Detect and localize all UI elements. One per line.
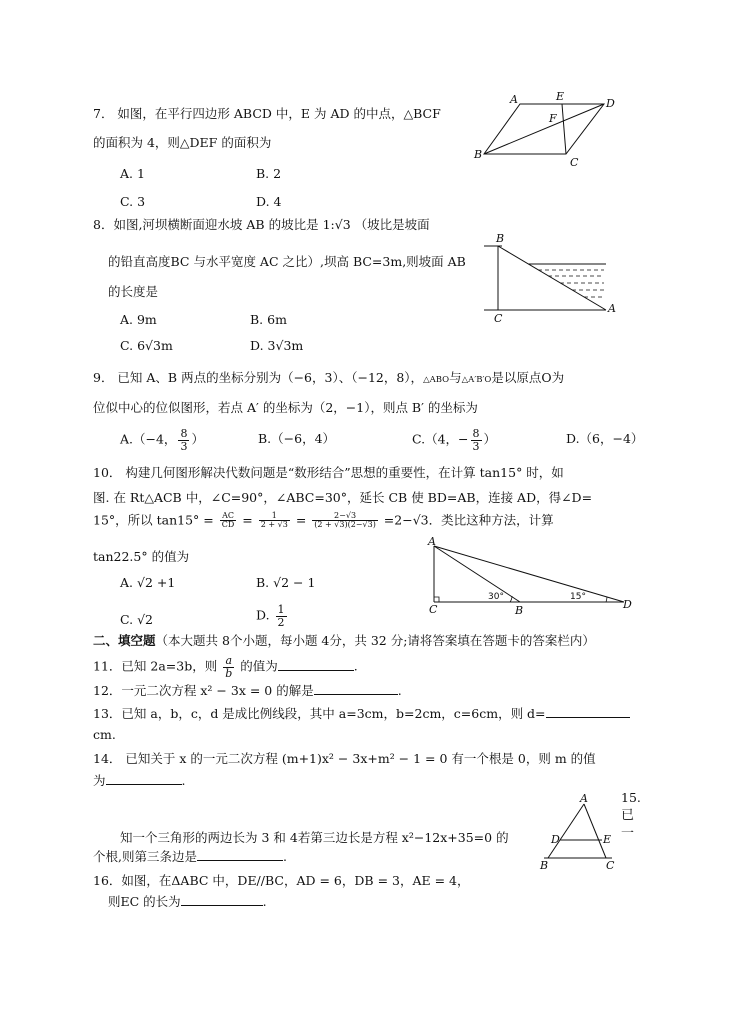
q11-end: . <box>353 658 358 674</box>
q9-option-a-post: ） <box>191 431 204 447</box>
q9-option-b: B.（−6，4） <box>258 431 336 446</box>
q16-line2-text: 则EC 的长为 <box>108 894 181 909</box>
q14-answer-blank[interactable] <box>106 783 182 785</box>
q12-answer-blank[interactable] <box>314 693 398 695</box>
q8-stem-line1 <box>93 217 430 232</box>
q8-ratio: 1: <box>322 217 335 232</box>
q7-label-e: E <box>556 90 565 103</box>
q7-label-c: C <box>570 156 579 168</box>
q9-option-c-pre: C.（4，− <box>412 431 469 447</box>
q9-option-c-fraction <box>471 428 482 452</box>
q8-option-c-value: 6√3m <box>137 338 173 353</box>
q10-option-d-letter: D. <box>256 607 270 623</box>
q10-f1-num: AC <box>220 512 237 521</box>
q11-pre: 11．已知 2a=3b，则 <box>93 658 218 674</box>
q12-line <box>93 683 402 698</box>
q7-label-d: D <box>606 97 615 110</box>
q8-option-b: B. 6m <box>250 312 287 327</box>
q16-line2 <box>108 894 267 909</box>
q14-line2 <box>93 773 186 788</box>
q10-eq-2: = <box>295 512 307 528</box>
q10-line3-pre: 15°，所以 tan15° = <box>93 512 214 528</box>
q10-option-d <box>256 604 289 628</box>
q15-label-c: C <box>606 859 615 872</box>
q8-option-c <box>120 338 173 353</box>
q9-triangle-abo: △ABO <box>423 375 450 385</box>
q10-fraction-3 <box>312 512 378 530</box>
q8-label-c: C <box>494 312 503 324</box>
q12-end: . <box>397 683 402 698</box>
q9-option-a-num: 8 <box>180 427 188 440</box>
q12-pre: 12．一元二次方程 x² − 3x = 0 的解是 <box>93 683 314 698</box>
q8-dam-figure <box>480 228 620 324</box>
q7-label-b: B <box>474 148 483 161</box>
q16-end: . <box>262 894 267 909</box>
q8-option-c-letter: C. <box>120 338 134 353</box>
q9-option-c-den: 3 <box>472 439 480 453</box>
q15-label-b: B <box>540 859 549 872</box>
q15-line2 <box>93 849 287 864</box>
q11-post: 的值为 <box>240 658 278 674</box>
q15-answer-blank[interactable] <box>197 859 283 861</box>
q9-option-a-den: 3 <box>180 439 188 453</box>
q15-line1: 知一个三角形的两边长为 3 和 4若第三边长是方程 x²−12x+35=0 的 <box>120 830 509 845</box>
q15-line2-text: 个根,则第三条边是 <box>93 849 197 864</box>
q8-sqrt3: √3 <box>334 217 351 232</box>
q15-label-d: D <box>551 833 560 846</box>
q10-stem-line2: 图. 在 Rt△ACB 中，∠C=90°，∠ABC=30°，延长 CB 使 BD=AB，连接 AD，得∠D= <box>93 490 593 505</box>
q10-option-a: A. √2 +1 <box>120 575 176 590</box>
q11-fraction <box>223 655 234 679</box>
q8-option-d-letter: D. <box>250 338 264 353</box>
q9-option-a-fraction <box>178 428 189 452</box>
q15-number: 15. <box>621 790 641 805</box>
section2-heading <box>93 633 595 648</box>
section2-title: 二、填空题 <box>93 633 156 648</box>
q7-option-d: D. 4 <box>256 194 282 209</box>
q13-line2: cm. <box>93 727 116 742</box>
q9-option-a-pre: A.（−4， <box>120 431 177 447</box>
q9-option-c-post: ） <box>483 431 497 447</box>
q10-line3-post: =2−√3．类比这种方法，计算 <box>383 512 554 528</box>
q13-answer-blank[interactable] <box>546 716 630 718</box>
q8-stem-line2: 的铅直高度BC 与水平宽度 AC 之比）,坝高 BC=3m,则坡面 AB <box>108 254 466 269</box>
q10-label-b: B <box>515 604 524 616</box>
q7-option-c: C. 3 <box>120 194 146 209</box>
q10-fraction-2 <box>259 512 290 530</box>
q15-end: . <box>282 849 287 864</box>
q15-side-char-2: 一 <box>621 826 635 841</box>
q15-label-a: A <box>580 792 588 805</box>
q10-option-d-num: 1 <box>277 603 285 616</box>
q10-fraction-ac-cd <box>220 512 237 530</box>
q7-option-b: B. 2 <box>256 166 282 181</box>
q14-line1: 14． 已知关于 x 的一元二次方程 (m+1)x² − 3x+m² − 1 = 0 有一个根是 0，则 m 的值 <box>93 751 596 766</box>
q14-end: . <box>181 773 186 788</box>
q8-option-d <box>250 338 303 353</box>
q9-stem-pre: 9． 已知 A、B 两点的坐标分别为（−6，3）、（−12，8）， <box>93 370 424 385</box>
q11-line <box>93 655 358 679</box>
q10-option-b: B. √2 − 1 <box>256 575 316 590</box>
q10-option-d-den: 2 <box>277 615 285 629</box>
q9-stem-line2: 位似中心的位似图形，若点 A′ 的坐标为（2，−1），则点 B′ 的坐标为 <box>93 400 478 415</box>
q11-den: b <box>225 666 233 680</box>
q8-option-d-value: 3√3m <box>267 338 304 353</box>
q11-answer-blank[interactable] <box>278 669 354 671</box>
q15-triangle-figure <box>534 792 624 872</box>
q8-label-a: A <box>608 302 616 315</box>
q8-stem-line3: 的长度是 <box>108 284 159 299</box>
q9-option-c-num: 8 <box>472 427 480 440</box>
q10-f3-num: 2−√3 <box>312 512 378 521</box>
q7-stem-line1: 7． 如图，在平行四边形 ABCD 中，E 为 AD 的中点，△BCF <box>93 106 441 121</box>
q13-text: 13．已知 a，b，c，d 是成比例线段，其中 a=3cm，b=2cm，c=6cm，则 d= <box>93 706 546 721</box>
q16-line1: 16．如图，在ΔABC 中，DE//BC，AD = 6，DB = 3，AE = 4， <box>93 873 470 888</box>
q15-side-char-1: 已 <box>621 808 635 823</box>
q10-label-d: D <box>623 598 632 611</box>
q10-f1-den: CD <box>221 520 235 530</box>
q9-option-c <box>412 428 496 452</box>
q8-stem-pre: 8．如图,河坝横断面迎水坡 AB 的坡比是 <box>93 217 319 232</box>
section2-desc: （本大题共 8个小题，每小题 4分，共 32 分;请将答案填在答题卡的答案栏内） <box>155 633 595 648</box>
q10-angle-30: 30° <box>488 592 504 602</box>
q10-option-d-fraction <box>276 604 287 628</box>
q10-option-c: C. √2 <box>120 612 153 627</box>
q9-triangle-abo-prime: △A′B′O <box>461 375 492 385</box>
q7-label-a: A <box>510 93 518 106</box>
q9-and: 与 <box>449 370 462 385</box>
q13-line1 <box>93 706 630 721</box>
q10-f2-den: 2 + √3 <box>260 520 288 530</box>
q10-f3-den: (2 + √3)(2−√3) <box>314 520 376 530</box>
q7-option-a: A. 1 <box>120 166 145 181</box>
q10-label-a: A <box>428 536 436 548</box>
q8-stem-post: （坡比是坡面 <box>354 217 430 232</box>
q10-stem-line3 <box>93 512 554 530</box>
q7-stem-line2: 的面积为 4，则△DEF 的面积为 <box>93 135 272 150</box>
q10-stem-line4: tan22.5° 的值为 <box>93 549 190 564</box>
q10-angle-15: 15° <box>570 592 586 602</box>
q7-parallelogram-figure <box>470 88 620 168</box>
q10-label-c: C <box>429 603 438 616</box>
q11-num: a <box>223 655 234 668</box>
q10-eq-1: = <box>242 512 253 528</box>
q10-triangle-figure <box>424 536 638 616</box>
q9-option-a <box>120 428 204 452</box>
q10-f2-num: 1 <box>259 512 290 521</box>
q9-stem-line1 <box>93 370 564 385</box>
q16-answer-blank[interactable] <box>181 904 263 906</box>
q9-option-d: D.（6，−4） <box>566 431 644 446</box>
q10-stem-line1: 10． 构建几何图形解决代数问题是“数形结合”思想的重要性，在计算 tan15° 时，如 <box>93 465 564 480</box>
q15-label-e: E <box>603 833 612 846</box>
q9-stem-post: 是以原点O为 <box>491 370 565 385</box>
q14-line2-text: 为 <box>93 773 106 788</box>
q7-label-f: F <box>549 112 557 125</box>
q8-label-b: B <box>496 232 505 245</box>
q8-option-a: A. 9m <box>120 312 157 327</box>
